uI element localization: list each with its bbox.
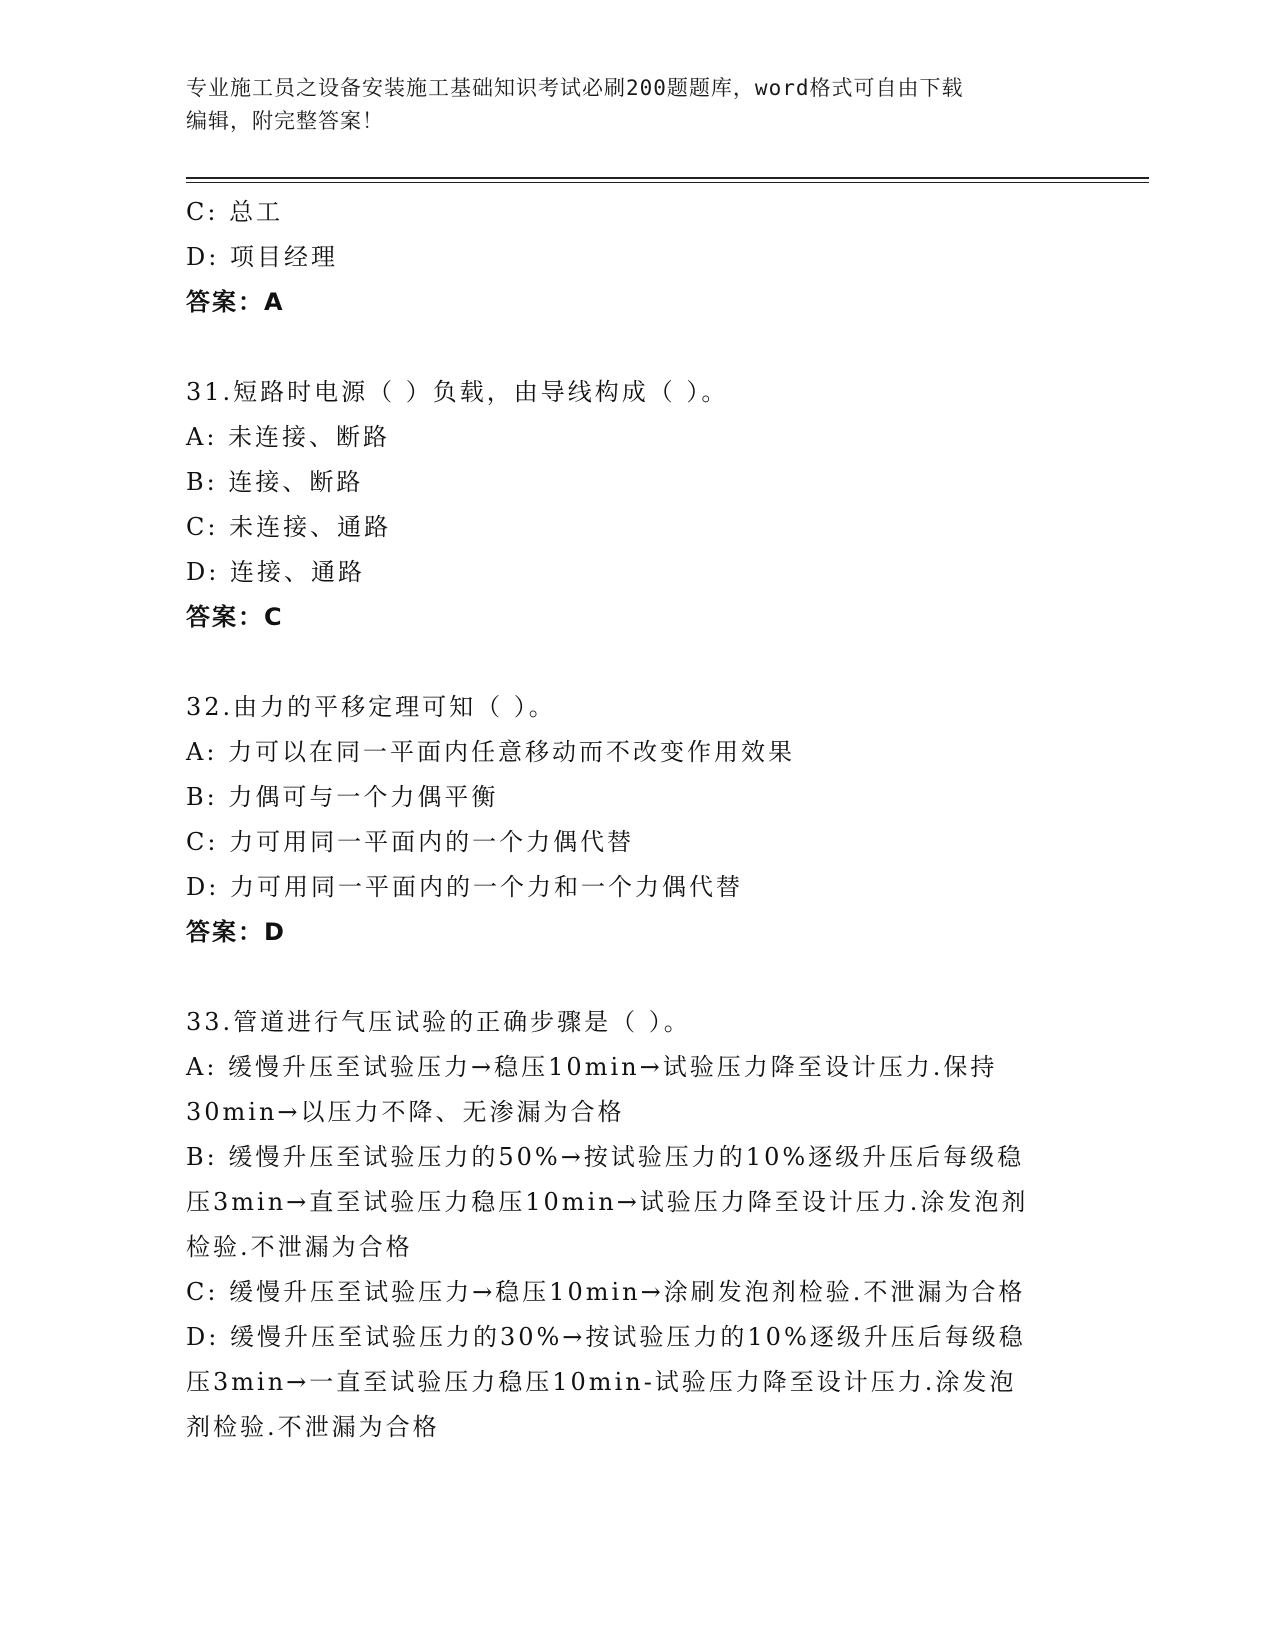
option-c: C: 未连接、通路	[186, 513, 392, 541]
header-divider-thin	[186, 182, 1149, 183]
answer-line: 答案：D	[186, 918, 286, 946]
option-d: D: 项目经理	[186, 243, 338, 271]
option-a: A: 力可以在同一平面内任意移动而不改变作用效果	[186, 738, 796, 766]
option-b-line-3: 检验.不泄漏为合格	[186, 1233, 413, 1261]
option-d-line-2: 压3min→一直至试验压力稳压10min-试验压力降至设计压力.涂发泡	[186, 1368, 1017, 1396]
question-30-continued	[186, 190, 1086, 325]
option-b: B: 力偶可与一个力偶平衡	[186, 783, 499, 811]
option-b: B: 连接、断路	[186, 468, 364, 496]
option-a: A: 未连接、断路	[186, 423, 391, 451]
option-d: D: 连接、通路	[186, 558, 365, 586]
option-c: C: 总工	[186, 198, 284, 226]
option-d-line-3: 剂检验.不泄漏为合格	[186, 1413, 440, 1441]
question-33	[186, 1000, 1086, 1450]
question-stem: 31.短路时电源（ ）负载，由导线构成（ ）。	[186, 378, 729, 406]
option-b-line-1: B: 缓慢升压至试验压力的50%→按试验压力的10%逐级升压后每级稳	[186, 1143, 1025, 1171]
header-divider-thick	[186, 177, 1149, 179]
answer-line: 答案：A	[186, 288, 285, 316]
option-a-line-2: 30min→以压力不降、无渗漏为合格	[186, 1098, 625, 1126]
option-d-line-1: D: 缓慢升压至试验压力的30%→按试验压力的10%逐级升压后每级稳	[186, 1323, 1026, 1351]
document-body	[186, 190, 1086, 1450]
question-31	[186, 370, 1086, 640]
question-32	[186, 685, 1086, 955]
question-stem: 32.由力的平移定理可知（ ）。	[186, 693, 556, 721]
document-header	[186, 72, 1066, 138]
header-title-line-1: 专业施工员之设备安装施工基础知识考试必刷200题题库，word格式可自由下载	[186, 76, 964, 100]
spacer	[186, 640, 1086, 685]
option-c: C: 力可用同一平面内的一个力偶代替	[186, 828, 635, 856]
option-c: C: 缓慢升压至试验压力→稳压10min→涂刷发泡剂检验.不泄漏为合格	[186, 1278, 1026, 1306]
option-b-line-2: 压3min→直至试验压力稳压10min→试验压力降至设计压力.涂发泡剂	[186, 1188, 1029, 1216]
option-a-line-1: A: 缓慢升压至试验压力→稳压10min→试验压力降至设计压力.保持	[186, 1053, 998, 1081]
spacer	[186, 955, 1086, 1000]
question-stem: 33.管道进行气压试验的正确步骤是（ ）。	[186, 1008, 691, 1036]
answer-line: 答案：C	[186, 603, 284, 631]
spacer	[186, 325, 1086, 370]
option-d: D: 力可用同一平面内的一个力和一个力偶代替	[186, 873, 743, 901]
header-title-line-2: 编辑，附完整答案！	[186, 109, 384, 133]
